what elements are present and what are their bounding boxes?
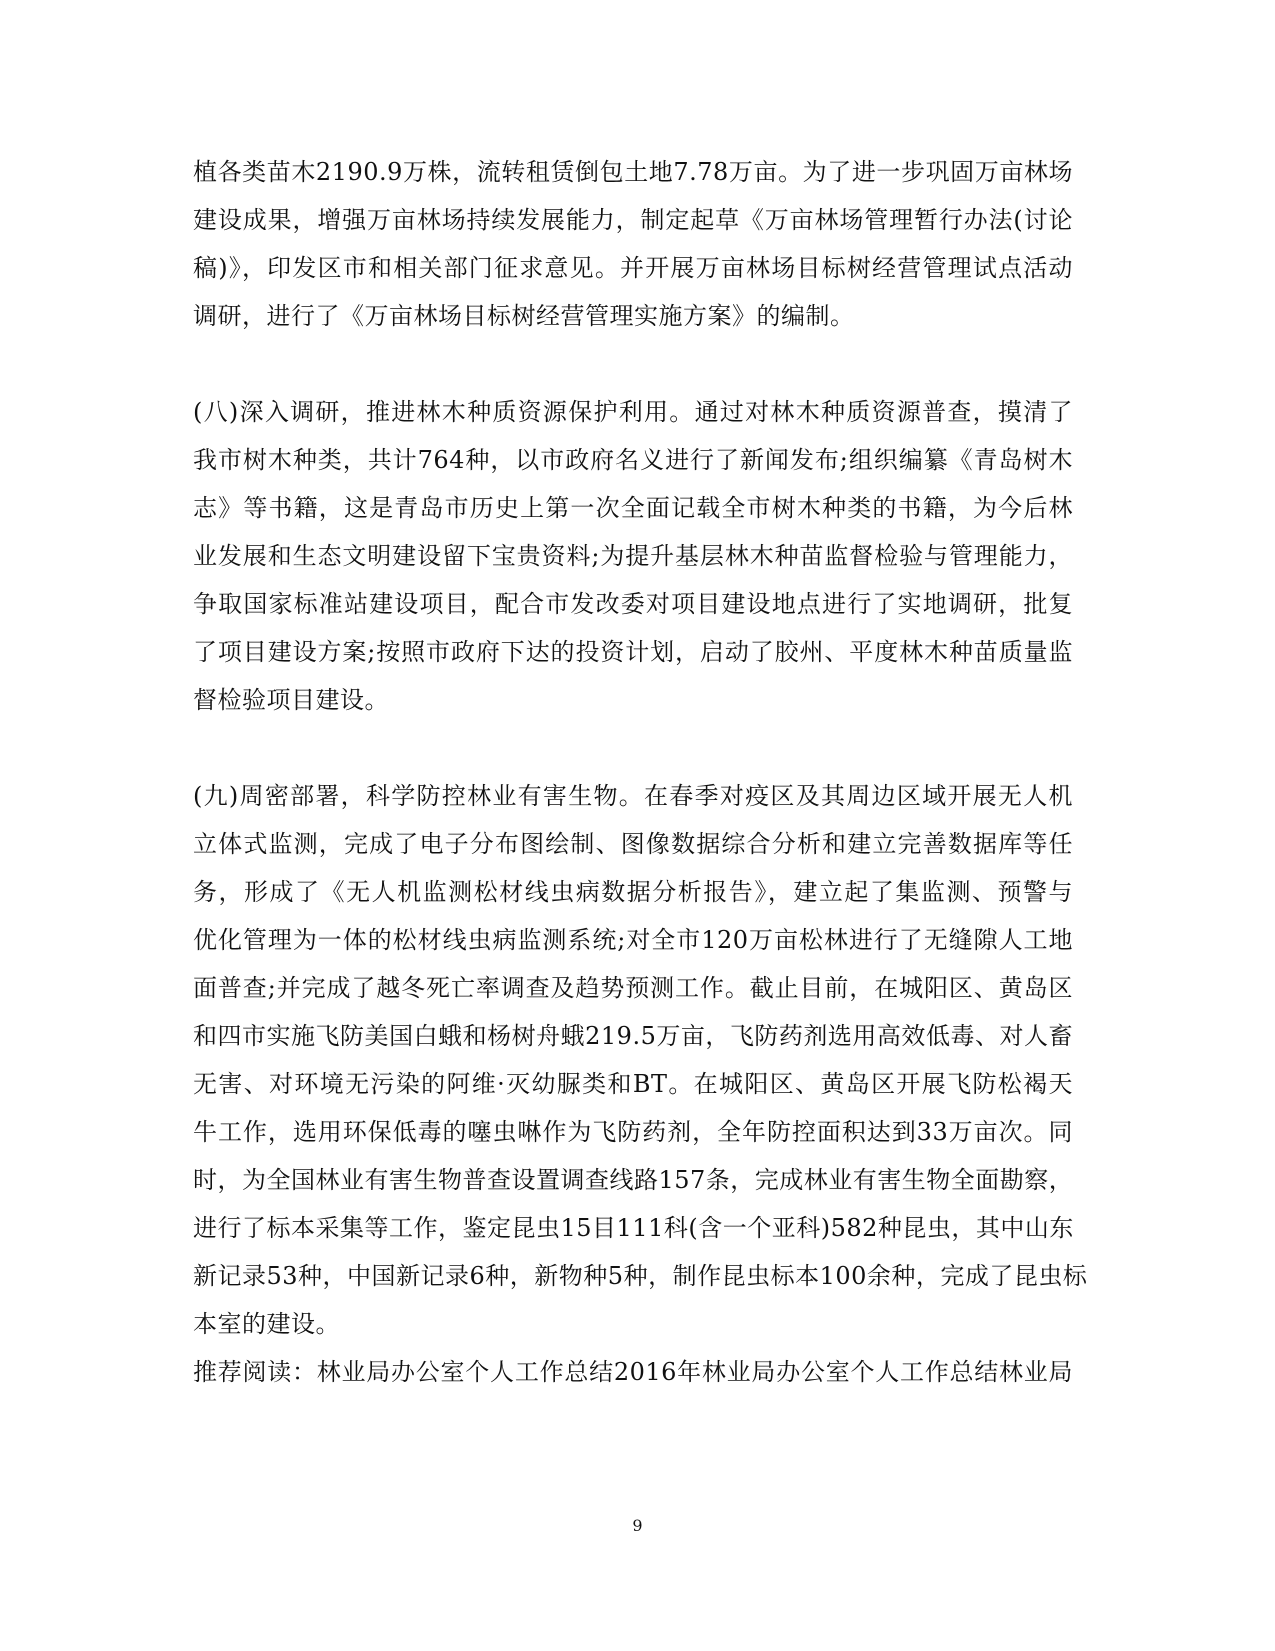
- paragraph-3-line-4: 优化管理为一体的松材线虫病监测系统;对全市120万亩松林进行了无缝隙人工地: [193, 926, 1073, 954]
- paragraph-1-line-1: 植各类苗木2190.9万株，流转租赁倒包土地7.78万亩。为了进一步巩固万亩林场: [193, 158, 1073, 186]
- paragraph-2-line-4: 业发展和生态文明建设留下宝贵资料;为提升基层林木种苗监督检验与管理能力，: [193, 542, 1073, 570]
- paragraph-3-line-7: 无害、对环境无污染的阿维·灭幼脲类和BT。在城阳区、黄岛区开展飞防松褐天: [193, 1070, 1073, 1098]
- paragraph-2-line-5: 争取国家标准站建设项目，配合市发改委对项目建设地点进行了实地调研，批复: [193, 590, 1073, 618]
- paragraph-3-line-9: 时，为全国林业有害生物普查设置调查线路157条，完成林业有害生物全面勘察，: [193, 1166, 1074, 1194]
- paragraph-3-line-6: 和四市实施飞防美国白蛾和杨树舟蛾219.5万亩，飞防药剂选用高效低毒、对人畜: [193, 1022, 1073, 1050]
- paragraph-3-line-1: (九)周密部署，科学防控林业有害生物。在春季对疫区及其周边区域开展无人机: [193, 782, 1073, 810]
- paragraph-2-line-6: 了项目建设方案;按照市政府下达的投资计划，启动了胶州、平度林木种苗质量监: [193, 638, 1073, 666]
- paragraph-2-line-7: 督检验项目建设。: [193, 686, 389, 714]
- recommended-reading-line: 推荐阅读：林业局办公室个人工作总结2016年林业局办公室个人工作总结林业局: [193, 1358, 1073, 1386]
- paragraph-2-line-3: 志》等书籍，这是青岛市历史上第一次全面记载全市树木种类的书籍，为今后林: [193, 494, 1073, 522]
- page-number: 9: [632, 1516, 643, 1535]
- paragraph-1-line-2: 建设成果，增强万亩林场持续发展能力，制定起草《万亩林场管理暂行办法(讨论: [193, 206, 1073, 234]
- paragraph-3-line-11: 新记录53种，中国新记录6种，新物种5种，制作昆虫标本100余种，完成了昆虫标: [193, 1262, 1088, 1290]
- paragraph-3-line-10: 进行了标本采集等工作，鉴定昆虫15目111科(含一个亚科)582种昆虫，其中山东: [193, 1214, 1074, 1242]
- paragraph-1-line-3: 稿)》，印发区市和相关部门征求意见。并开展万亩林场目标树经营管理试点活动: [193, 254, 1073, 282]
- paragraph-2-line-1: (八)深入调研，推进林木种质资源保护利用。通过对林木种质资源普查，摸清了: [193, 398, 1073, 426]
- paragraph-3-line-2: 立体式监测，完成了电子分布图绘制、图像数据综合分析和建立完善数据库等任: [193, 830, 1073, 858]
- paragraph-1-line-4: 调研，进行了《万亩林场目标树经营管理实施方案》的编制。: [193, 302, 855, 330]
- paragraph-3-line-3: 务，形成了《无人机监测松材线虫病数据分析报告》，建立起了集监测、预警与: [193, 878, 1073, 906]
- paragraph-3-line-12: 本室的建设。: [193, 1310, 340, 1338]
- paragraph-3-line-8: 牛工作，选用环保低毒的噻虫啉作为飞防药剂，全年防控面积达到33万亩次。同: [193, 1118, 1073, 1146]
- paragraph-3-line-5: 面普查;并完成了越冬死亡率调查及趋势预测工作。截止目前，在城阳区、黄岛区: [193, 974, 1073, 1002]
- paragraph-2-line-2: 我市树木种类，共计764种，以市政府名义进行了新闻发布;组织编纂《青岛树木: [193, 446, 1073, 474]
